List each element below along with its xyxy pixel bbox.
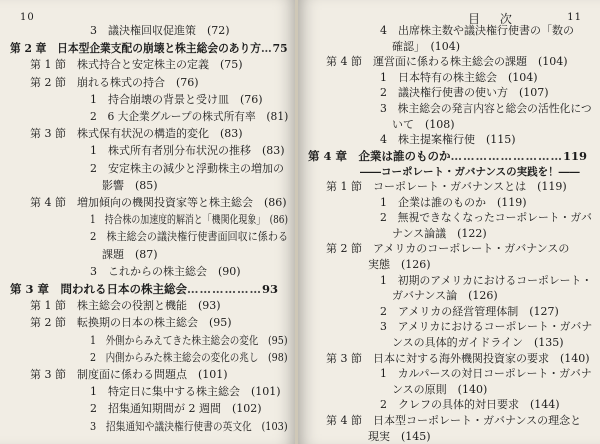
section-title: 制度面に係わる問題点 (77, 368, 187, 381)
toc-item (90, 265, 241, 279)
item-title-cont: ナンス論議 (392, 226, 447, 240)
item-number: 3 (380, 320, 398, 334)
item-number: 1 (90, 144, 108, 158)
item-title-cont: いて (392, 117, 414, 131)
dot-leader: ……………… (187, 282, 263, 296)
toc-item (380, 102, 592, 116)
toc-item (380, 211, 592, 225)
item-title: 招集通知期間が 2 週間 (108, 402, 221, 416)
item-number: 1 (90, 333, 106, 347)
toc-item (380, 305, 559, 319)
item-number: 2 (90, 402, 108, 416)
chapter-page: 93 (262, 282, 279, 296)
toc-item-continuation (392, 336, 564, 350)
toc-item (90, 351, 288, 365)
item-page: (140) (446, 382, 488, 396)
toc-section (326, 180, 567, 194)
dot-leader: ……………………… (450, 148, 564, 163)
item-title: 株主総会の議決権行使書面回収に係わる (106, 230, 289, 244)
item-number: 3 (380, 102, 398, 115)
section-number: 第 1 節 (326, 180, 373, 193)
item-page: (135) (523, 336, 564, 349)
section-title: 日本型コーポレート・ガバナンスの理念と (373, 414, 582, 427)
toc-section (30, 127, 243, 141)
item-page: (107) (508, 86, 549, 100)
toc-section (326, 414, 581, 428)
item-page: (83) (251, 144, 285, 158)
section-title: 日本に対する海外機関投資家の要求 (373, 351, 549, 365)
section-number: 第 2 節 (30, 316, 77, 330)
section-title: 株式持合と安定株主の定義 (77, 58, 209, 72)
item-page: (87) (124, 247, 158, 261)
toc-section (30, 196, 287, 210)
toc-item (380, 71, 538, 85)
toc-item (90, 110, 288, 124)
toc-chapter (10, 282, 278, 296)
item-title: 招集通知や議決権行使書の英文化 (105, 419, 252, 433)
right-page (298, 0, 600, 444)
section-page: (75) (209, 58, 243, 72)
item-title: 出席株主数や議決権行使書の「数の (398, 24, 574, 37)
toc-item (380, 320, 592, 334)
item-title: 株主総会の発言内容と総会の活性化につ (397, 102, 592, 115)
item-number: 2 (380, 211, 398, 225)
item-page: (86) (260, 213, 288, 227)
item-title: 議決権行使書の使い方 (398, 86, 508, 100)
toc-item (380, 86, 549, 100)
item-number: 2 (90, 230, 107, 244)
toc-item (90, 402, 262, 416)
item-title: 株式所有者別分布状況の推移 (108, 144, 251, 158)
item-page: (108) (414, 117, 455, 131)
item-number: 2 (90, 161, 108, 175)
item-page: (95) (258, 333, 288, 347)
item-title-cont: ンスの原則 (392, 382, 447, 396)
toc-chapter-subtitle (360, 164, 580, 179)
toc-item (90, 420, 288, 434)
toc-section (30, 76, 199, 90)
item-number: 1 (380, 273, 398, 287)
section-title-cont: 実態 (368, 258, 390, 271)
toc-section-continuation (368, 430, 431, 444)
toc-item (90, 93, 263, 107)
item-title-cont: 影響 (102, 178, 124, 192)
chapter-number: 第 2 章 (10, 41, 58, 56)
section-number: 第 2 節 (326, 242, 373, 256)
running-head: 目 次 (468, 12, 520, 26)
section-title: コーポレート・ガバナンスとは (373, 180, 527, 193)
chapter-title: 問われる日本の株主総会 (60, 282, 188, 296)
section-title: アメリカのコーポレート・ガバナンスの (373, 242, 570, 256)
item-number: 1 (90, 92, 108, 106)
toc-item-continuation (392, 118, 455, 132)
item-page: (104) (497, 70, 538, 84)
item-title: アメリカにおけるコーポレート・ガバナ (397, 320, 593, 334)
item-page: (101) (240, 385, 281, 399)
section-title: 株式保有状況の構造的変化 (77, 127, 209, 141)
item-number: 2 (90, 110, 108, 123)
item-page: (127) (518, 304, 559, 318)
item-title: 外側からみえてきた株主総会の変化 (105, 333, 259, 347)
section-title: 崩れる株式の持合 (77, 75, 165, 89)
toc-item (380, 133, 516, 147)
item-number: 2 (380, 86, 398, 100)
toc-item-continuation (392, 383, 487, 397)
section-page: (119) (526, 180, 567, 193)
item-page: (115) (475, 133, 516, 147)
item-number: 2 (380, 304, 398, 318)
section-number: 第 4 節 (30, 196, 77, 209)
toc-item (380, 274, 592, 288)
section-page: (93) (187, 299, 221, 313)
item-page: (103) (251, 419, 288, 433)
item-title-cont: 確認」 (392, 39, 420, 53)
item-page: (90) (207, 264, 241, 278)
toc-item (380, 398, 560, 412)
dot-leader: … (260, 41, 273, 56)
toc-item (380, 367, 592, 381)
item-number: 3 (90, 419, 106, 433)
item-title: 株主提案権行使 (398, 133, 475, 147)
section-title-cont: 現実 (368, 429, 390, 443)
chapter-page: 119 (563, 148, 588, 163)
toc-item (90, 230, 288, 244)
item-page: (85) (124, 178, 158, 192)
item-number: 1 (90, 385, 108, 399)
item-page: (119) (486, 195, 527, 209)
page-number-left: 10 (20, 12, 35, 23)
item-title-cont: 課題 (102, 247, 124, 261)
item-title: クレフの具体的対日要求 (398, 398, 519, 412)
toc-section (326, 242, 569, 256)
item-page: (102) (221, 402, 262, 416)
section-page: (83) (209, 127, 243, 141)
item-title-cont: ンスの具体的ガイドライン (392, 336, 524, 349)
toc-item (90, 162, 284, 176)
section-page: (86) (253, 196, 287, 209)
toc-chapter (308, 149, 587, 163)
item-number: 1 (380, 367, 398, 381)
item-title: 無視できなくなったコーポレート・ガバ (397, 211, 592, 225)
toc-item (380, 24, 574, 38)
item-page: (76) (229, 92, 263, 106)
section-page: (140) (549, 351, 590, 365)
item-page: (144) (519, 398, 560, 412)
toc-section (30, 299, 221, 313)
item-title: 初期のアメリカにおけるコーポレート・ (397, 273, 593, 287)
item-title: 内側からみた株主総会の変化の兆し (105, 350, 259, 364)
toc-item (90, 144, 285, 158)
item-number: 2 (90, 350, 106, 364)
toc-item-continuation (392, 227, 487, 241)
chapter-number: 第 3 章 (10, 282, 61, 296)
item-title: アメリカの経営管理体制 (398, 304, 519, 318)
item-title: 特定日に集中する株主総会 (108, 385, 240, 399)
section-number: 第 2 節 (30, 75, 77, 89)
chapter-subtitle: ――コーポレート・ガバナンスの実践を！―― (360, 166, 580, 179)
item-number: 1 (380, 195, 398, 209)
toc-section (326, 55, 568, 69)
item-title: 企業は誰のものか (398, 195, 486, 209)
section-page: (101) (187, 368, 228, 381)
item-title: 持合株の加速度的解消と「機関化現象」 (104, 213, 261, 227)
chapter-title: 日本型企業支配の崩壊と株主総会のあり方 (57, 41, 261, 56)
section-number: 第 3 節 (326, 351, 373, 365)
section-number: 第 4 節 (326, 414, 373, 427)
toc-section-continuation (368, 258, 431, 272)
toc-item (90, 24, 230, 38)
item-title: 議決権回収促進策 (108, 24, 196, 37)
item-title: カルパースの対日コーポレート・ガバナ (397, 367, 592, 381)
item-number: 2 (380, 398, 398, 412)
section-page: (104) (527, 55, 568, 69)
toc-section (30, 316, 232, 330)
item-title: 日本特有の株主総会 (398, 70, 497, 84)
section-title: 株主総会の役割と機能 (77, 299, 187, 313)
left-page (0, 0, 297, 444)
section-page: (145) (390, 429, 431, 443)
section-number: 第 4 節 (326, 55, 373, 69)
toc-chapter (10, 41, 288, 55)
item-number: 4 (380, 24, 398, 37)
item-title: 6 大企業グループの株式所有率 (107, 110, 256, 123)
item-number: 3 (90, 264, 108, 278)
toc-item-continuation (102, 179, 158, 193)
item-number: 4 (380, 133, 398, 147)
section-page: (126) (390, 258, 431, 271)
item-title: 安定株主の減少と浮動株主の増加の (108, 161, 284, 175)
section-page: (76) (165, 75, 199, 89)
item-title: これからの株主総会 (108, 264, 207, 278)
item-title-cont: ガバナンス論 (392, 289, 458, 303)
item-page: (98) (258, 350, 288, 364)
item-page: (104) (419, 39, 461, 53)
item-number: 1 (380, 70, 398, 84)
item-title: 持合崩壊の背景と受け皿 (108, 92, 229, 106)
item-number: 3 (90, 24, 108, 37)
toc-item-continuation (392, 289, 498, 303)
section-page: (95) (198, 316, 232, 330)
section-title: 転換期の日本の株主総会 (77, 316, 198, 330)
section-number: 第 3 節 (30, 127, 77, 141)
toc-item (90, 385, 281, 399)
page-number-right: 11 (567, 12, 582, 23)
chapter-page: 75 (272, 41, 288, 56)
toc-item-continuation (392, 40, 460, 54)
item-number: 1 (90, 213, 105, 227)
toc-item (380, 196, 527, 210)
item-page: (122) (446, 226, 487, 240)
section-number: 第 1 節 (30, 299, 77, 313)
toc-item (90, 213, 288, 227)
chapter-number: 第 4 章 (308, 148, 359, 163)
chapter-title: 企業は誰のものか (358, 148, 451, 163)
toc-item-continuation (102, 248, 158, 262)
toc-section (30, 368, 228, 382)
item-page: (72) (196, 24, 230, 37)
item-page: (126) (457, 289, 498, 303)
section-title: 運営面に係わる株主総会の課題 (373, 55, 527, 69)
section-title: 増加傾向の機関投資家等と株主総会 (77, 196, 253, 209)
item-page: (81) (255, 110, 289, 123)
toc-item (90, 334, 288, 348)
toc-section (326, 352, 590, 366)
section-number: 第 1 節 (30, 58, 77, 72)
toc-section (30, 58, 243, 72)
section-number: 第 3 節 (30, 368, 77, 381)
